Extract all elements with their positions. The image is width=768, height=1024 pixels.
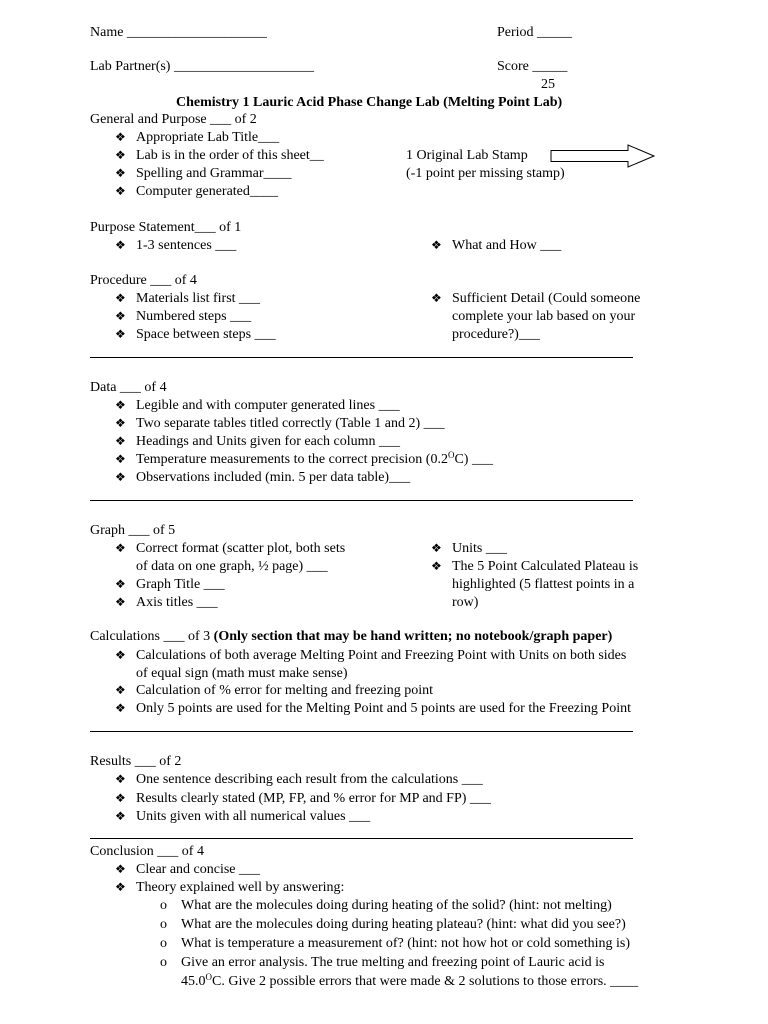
lab-partner-field-label: Lab Partner(s) ____________________ [90, 59, 314, 74]
purpose-item: What and How ___ [452, 238, 562, 253]
bullet-icon: ❖ [115, 577, 126, 591]
procedure-item: Materials list first ___ [136, 291, 261, 306]
general-item: Lab is in the order of this sheet__ [136, 148, 324, 163]
bullet-icon: ❖ [115, 595, 126, 609]
section-divider [90, 731, 633, 732]
graph-item-line: of data on one graph, ½ page) ___ [136, 559, 328, 574]
bullet-icon: ❖ [115, 772, 126, 786]
circle-bullet-icon: o [160, 917, 167, 932]
calculations-note: (Only section that may be hand written; no notebook/graph paper) [213, 629, 613, 644]
procedure-item: Space between steps ___ [136, 327, 276, 342]
graph-item-line: row) [452, 595, 479, 610]
data-item: Two separate tables titled correctly (Table 1 and 2) ___ [136, 416, 445, 431]
bullet-icon: ❖ [115, 452, 126, 466]
purpose-heading: Purpose Statement___ of 1 [90, 220, 242, 235]
calculations-item: Calculation of % error for melting and freezing point [136, 683, 434, 698]
graph-heading: Graph ___ of 5 [90, 523, 176, 538]
graph-item-line: Correct format (scatter plot, both sets [136, 541, 346, 556]
stamp-note: (-1 point per missing stamp) [406, 166, 565, 181]
data-item: Observations included (min. 5 per data table)___ [136, 470, 411, 485]
data-heading: Data ___ of 4 [90, 380, 167, 395]
bullet-icon: ❖ [115, 166, 126, 180]
bullet-icon: ❖ [115, 184, 126, 198]
bullet-icon: ❖ [431, 291, 442, 305]
conclusion-subitem: What are the molecules doing during heating plateau? (hint: what did you see?) [181, 917, 626, 932]
bullet-icon: ❖ [115, 683, 126, 697]
calculations-item: Only 5 points are used for the Melting Point and 5 points are used for the Freezing Point [136, 701, 631, 716]
circle-bullet-icon: o [160, 936, 167, 951]
bullet-icon: ❖ [115, 791, 126, 805]
bullet-icon: ❖ [431, 238, 442, 252]
bullet-icon: ❖ [115, 309, 126, 323]
data-item: Legible and with computer generated lines ___ [136, 398, 400, 413]
circle-bullet-icon: o [160, 898, 167, 913]
score-total: 25 [541, 77, 555, 92]
stamp-label: 1 Original Lab Stamp [406, 148, 528, 163]
conclusion-item: Clear and concise ___ [136, 862, 261, 877]
section-divider [90, 500, 633, 501]
arrow-right-icon [548, 143, 658, 169]
bullet-icon: ❖ [115, 541, 126, 555]
bullet-icon: ❖ [115, 327, 126, 341]
procedure-item: Numbered steps ___ [136, 309, 252, 324]
bullet-icon: ❖ [115, 648, 126, 662]
bullet-icon: ❖ [115, 434, 126, 448]
bullet-icon: ❖ [115, 809, 126, 823]
procedure-heading: Procedure ___ of 4 [90, 273, 197, 288]
data-item: Headings and Units given for each column ___ [136, 434, 400, 449]
bullet-icon: ❖ [115, 416, 126, 430]
bullet-icon: ❖ [431, 541, 442, 555]
graph-item-line: highlighted (5 flattest points in a [452, 577, 635, 592]
section-divider [90, 357, 633, 358]
general-heading: General and Purpose ___ of 2 [90, 112, 257, 127]
results-item: Units given with all numerical values ___ [136, 809, 371, 824]
conclusion-subitem: Give an error analysis. The true melting and freezing point of Lauric acid is [181, 955, 605, 970]
conclusion-subitem: What is temperature a measurement of? (hint: not how hot or cold something is) [181, 936, 631, 951]
bullet-icon: ❖ [115, 130, 126, 144]
period-field-label: Period _____ [497, 25, 573, 40]
conclusion-subitem-continued: $45.0^OC$. Give 2 possible errors that were made & 2 solutions to those errors. ____ [181, 972, 639, 989]
page-title: Chemistry 1 Lauric Acid Phase Change Lab (Melting Point Lab) [176, 95, 563, 110]
calculations-item-line: Calculations of both average Melting Point and Freezing Point with Units on both sides [136, 648, 627, 663]
bullet-icon: ❖ [115, 291, 126, 305]
circle-bullet-icon: o [160, 955, 167, 970]
procedure-detail-line: complete your lab based on your [452, 309, 636, 324]
data-item-temperature: Temperature measurements to the correct precision $(0.2^OC)$ ___ [136, 450, 493, 467]
conclusion-subitem: What are the molecules doing during heating of the solid? (hint: not melting) [181, 898, 612, 913]
graph-item-line: The 5 Point Calculated Plateau is [452, 559, 639, 574]
conclusion-heading: Conclusion ___ of 4 [90, 844, 204, 859]
calculations-heading: Calculations ___ of 3 (Only section that may be hand written; no notebook/graph paper) [90, 629, 613, 644]
results-item: One sentence describing each result from the calculations ___ [136, 772, 483, 787]
bullet-icon: ❖ [115, 880, 126, 894]
bullet-icon: ❖ [115, 862, 126, 876]
conclusion-item: Theory explained well by answering: [136, 880, 345, 895]
procedure-detail-line: procedure?)___ [452, 327, 540, 342]
bullet-icon: ❖ [431, 559, 442, 573]
purpose-item: 1-3 sentences ___ [136, 238, 237, 253]
results-item: Results clearly stated (MP, FP, and % error for MP and FP) ___ [136, 791, 491, 806]
general-item: Computer generated____ [136, 184, 278, 199]
bullet-icon: ❖ [115, 238, 126, 252]
procedure-detail-line: Sufficient Detail (Could someone [452, 291, 641, 306]
calculations-item-line: of equal sign (math must make sense) [136, 666, 348, 681]
section-divider [90, 838, 633, 839]
general-item: Appropriate Lab Title___ [136, 130, 280, 145]
bullet-icon: ❖ [115, 701, 126, 715]
score-field-label: Score _____ [497, 59, 568, 74]
bullet-icon: ❖ [115, 398, 126, 412]
general-item: Spelling and Grammar____ [136, 166, 292, 181]
results-heading: Results ___ of 2 [90, 754, 182, 769]
graph-item: Axis titles ___ [136, 595, 218, 610]
bullet-icon: ❖ [115, 470, 126, 484]
name-field-label: Name ____________________ [90, 25, 267, 40]
graph-item: Graph Title ___ [136, 577, 225, 592]
bullet-icon: ❖ [115, 148, 126, 162]
graph-item: Units ___ [452, 541, 507, 556]
